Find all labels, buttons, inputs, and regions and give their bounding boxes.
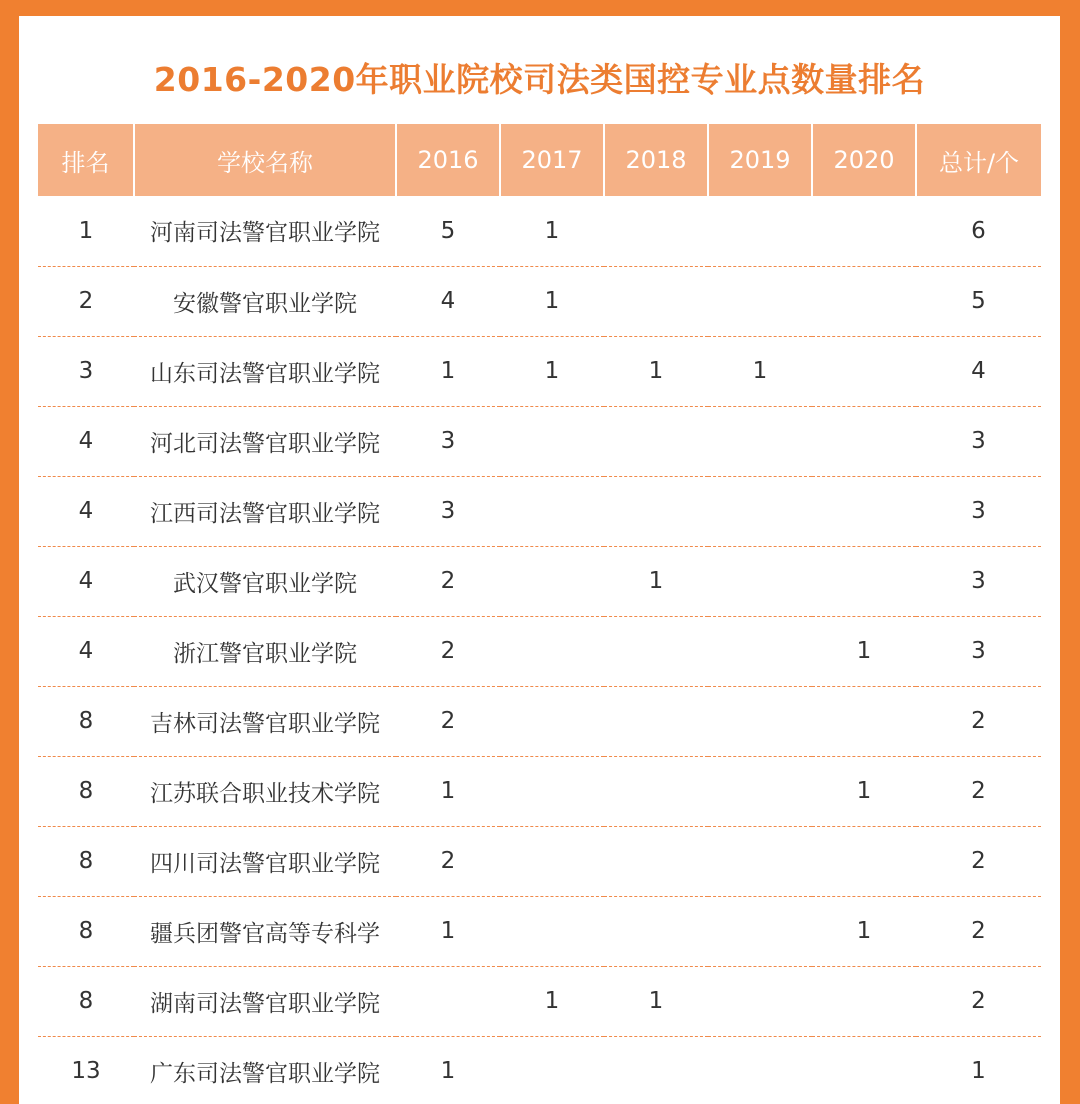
y2017-cell [500, 406, 604, 476]
header-2020: 2020 [812, 124, 916, 196]
y2018-cell [604, 266, 708, 336]
total-cell: 2 [916, 896, 1041, 966]
y2018-cell [604, 896, 708, 966]
y2019-cell [708, 686, 812, 756]
y2017-cell [500, 686, 604, 756]
y2019-cell [708, 406, 812, 476]
table-header-row [38, 124, 1041, 196]
rank-cell: 4 [38, 616, 134, 686]
school-name-cell: 吉林司法警官职业学院 [134, 686, 396, 756]
y2017-cell: 1 [500, 966, 604, 1036]
total-cell: 2 [916, 966, 1041, 1036]
y2020-cell [812, 336, 916, 406]
table-row [38, 336, 1041, 406]
header-rank: 排名 [38, 124, 134, 196]
y2018-cell [604, 686, 708, 756]
school-name-cell: 湖南司法警官职业学院 [134, 966, 396, 1036]
y2019-cell [708, 266, 812, 336]
table-row [38, 756, 1041, 826]
page-title: 2016-2020年职业院校司法类国控专业点数量排名 [153, 60, 926, 99]
y2019-cell [708, 826, 812, 896]
rank-cell: 3 [38, 336, 134, 406]
header-2016: 2016 [396, 124, 500, 196]
y2020-cell [812, 546, 916, 616]
y2019-cell: 1 [708, 336, 812, 406]
y2020-cell [812, 476, 916, 546]
rank-cell: 8 [38, 896, 134, 966]
y2016-cell: 3 [396, 476, 500, 546]
y2019-cell [708, 896, 812, 966]
y2016-cell: 4 [396, 266, 500, 336]
school-name-cell: 河南司法警官职业学院 [134, 196, 396, 266]
rank-cell: 8 [38, 756, 134, 826]
school-name-cell: 浙江警官职业学院 [134, 616, 396, 686]
y2016-cell: 1 [396, 336, 500, 406]
table-row [38, 406, 1041, 476]
total-cell: 3 [916, 406, 1041, 476]
y2019-cell [708, 196, 812, 266]
y2019-cell [708, 546, 812, 616]
school-name-cell: 安徽警官职业学院 [134, 266, 396, 336]
y2019-cell [708, 476, 812, 546]
y2016-cell: 2 [396, 616, 500, 686]
rank-cell: 8 [38, 966, 134, 1036]
y2016-cell: 1 [396, 756, 500, 826]
total-cell: 4 [916, 336, 1041, 406]
header-2019: 2019 [708, 124, 812, 196]
page-frame [19, 16, 1060, 1104]
y2018-cell [604, 406, 708, 476]
table-row [38, 966, 1041, 1036]
total-cell: 3 [916, 616, 1041, 686]
rank-cell: 8 [38, 826, 134, 896]
total-cell: 2 [916, 756, 1041, 826]
y2017-cell: 1 [500, 196, 604, 266]
y2016-cell: 2 [396, 546, 500, 616]
header-school-name: 学校名称 [134, 124, 396, 196]
y2018-cell [604, 616, 708, 686]
y2018-cell: 1 [604, 546, 708, 616]
y2017-cell: 1 [500, 266, 604, 336]
school-name-cell: 四川司法警官职业学院 [134, 826, 396, 896]
y2018-cell: 1 [604, 966, 708, 1036]
y2018-cell [604, 476, 708, 546]
total-cell: 3 [916, 476, 1041, 546]
y2017-cell [500, 826, 604, 896]
y2020-cell [812, 686, 916, 756]
total-cell: 5 [916, 266, 1041, 336]
y2016-cell: 1 [396, 896, 500, 966]
table-row [38, 686, 1041, 756]
total-cell: 6 [916, 196, 1041, 266]
y2016-cell: 2 [396, 686, 500, 756]
total-cell: 2 [916, 826, 1041, 896]
school-name-cell: 疆兵团警官高等专科学 [134, 896, 396, 966]
y2017-cell [500, 476, 604, 546]
y2020-cell [812, 266, 916, 336]
header-2018: 2018 [604, 124, 708, 196]
y2018-cell [604, 1036, 708, 1104]
y2017-cell [500, 896, 604, 966]
header-total: 总计/个 [916, 124, 1041, 196]
y2020-cell [812, 196, 916, 266]
y2020-cell: 1 [812, 896, 916, 966]
ranking-table [38, 124, 1041, 1104]
y2017-cell [500, 616, 604, 686]
y2019-cell [708, 756, 812, 826]
rank-cell: 13 [38, 1036, 134, 1104]
y2018-cell [604, 756, 708, 826]
total-cell: 3 [916, 546, 1041, 616]
rank-cell: 1 [38, 196, 134, 266]
y2020-cell [812, 826, 916, 896]
y2018-cell [604, 826, 708, 896]
y2016-cell: 1 [396, 1036, 500, 1104]
y2020-cell [812, 966, 916, 1036]
y2017-cell: 1 [500, 336, 604, 406]
rank-cell: 4 [38, 476, 134, 546]
rank-cell: 2 [38, 266, 134, 336]
y2018-cell: 1 [604, 336, 708, 406]
y2020-cell [812, 406, 916, 476]
y2017-cell [500, 756, 604, 826]
table-body [38, 196, 1041, 1104]
y2020-cell: 1 [812, 616, 916, 686]
table-row [38, 896, 1041, 966]
total-cell: 2 [916, 686, 1041, 756]
school-name-cell: 广东司法警官职业学院 [134, 1036, 396, 1104]
y2017-cell [500, 546, 604, 616]
table-row [38, 616, 1041, 686]
school-name-cell: 江西司法警官职业学院 [134, 476, 396, 546]
y2016-cell: 3 [396, 406, 500, 476]
y2016-cell: 5 [396, 196, 500, 266]
y2016-cell: 2 [396, 826, 500, 896]
y2020-cell [812, 1036, 916, 1104]
school-name-cell: 武汉警官职业学院 [134, 546, 396, 616]
y2019-cell [708, 966, 812, 1036]
y2018-cell [604, 196, 708, 266]
total-cell: 1 [916, 1036, 1041, 1104]
table-row [38, 266, 1041, 336]
y2020-cell: 1 [812, 756, 916, 826]
table-row [38, 546, 1041, 616]
rank-cell: 4 [38, 406, 134, 476]
school-name-cell: 江苏联合职业技术学院 [134, 756, 396, 826]
rank-cell: 8 [38, 686, 134, 756]
school-name-cell: 山东司法警官职业学院 [134, 336, 396, 406]
table-row [38, 476, 1041, 546]
rank-cell: 4 [38, 546, 134, 616]
table-row [38, 1036, 1041, 1104]
y2019-cell [708, 616, 812, 686]
table-row [38, 196, 1041, 266]
header-2017: 2017 [500, 124, 604, 196]
school-name-cell: 河北司法警官职业学院 [134, 406, 396, 476]
y2016-cell [396, 966, 500, 1036]
table-row [38, 826, 1041, 896]
y2019-cell [708, 1036, 812, 1104]
y2017-cell [500, 1036, 604, 1104]
